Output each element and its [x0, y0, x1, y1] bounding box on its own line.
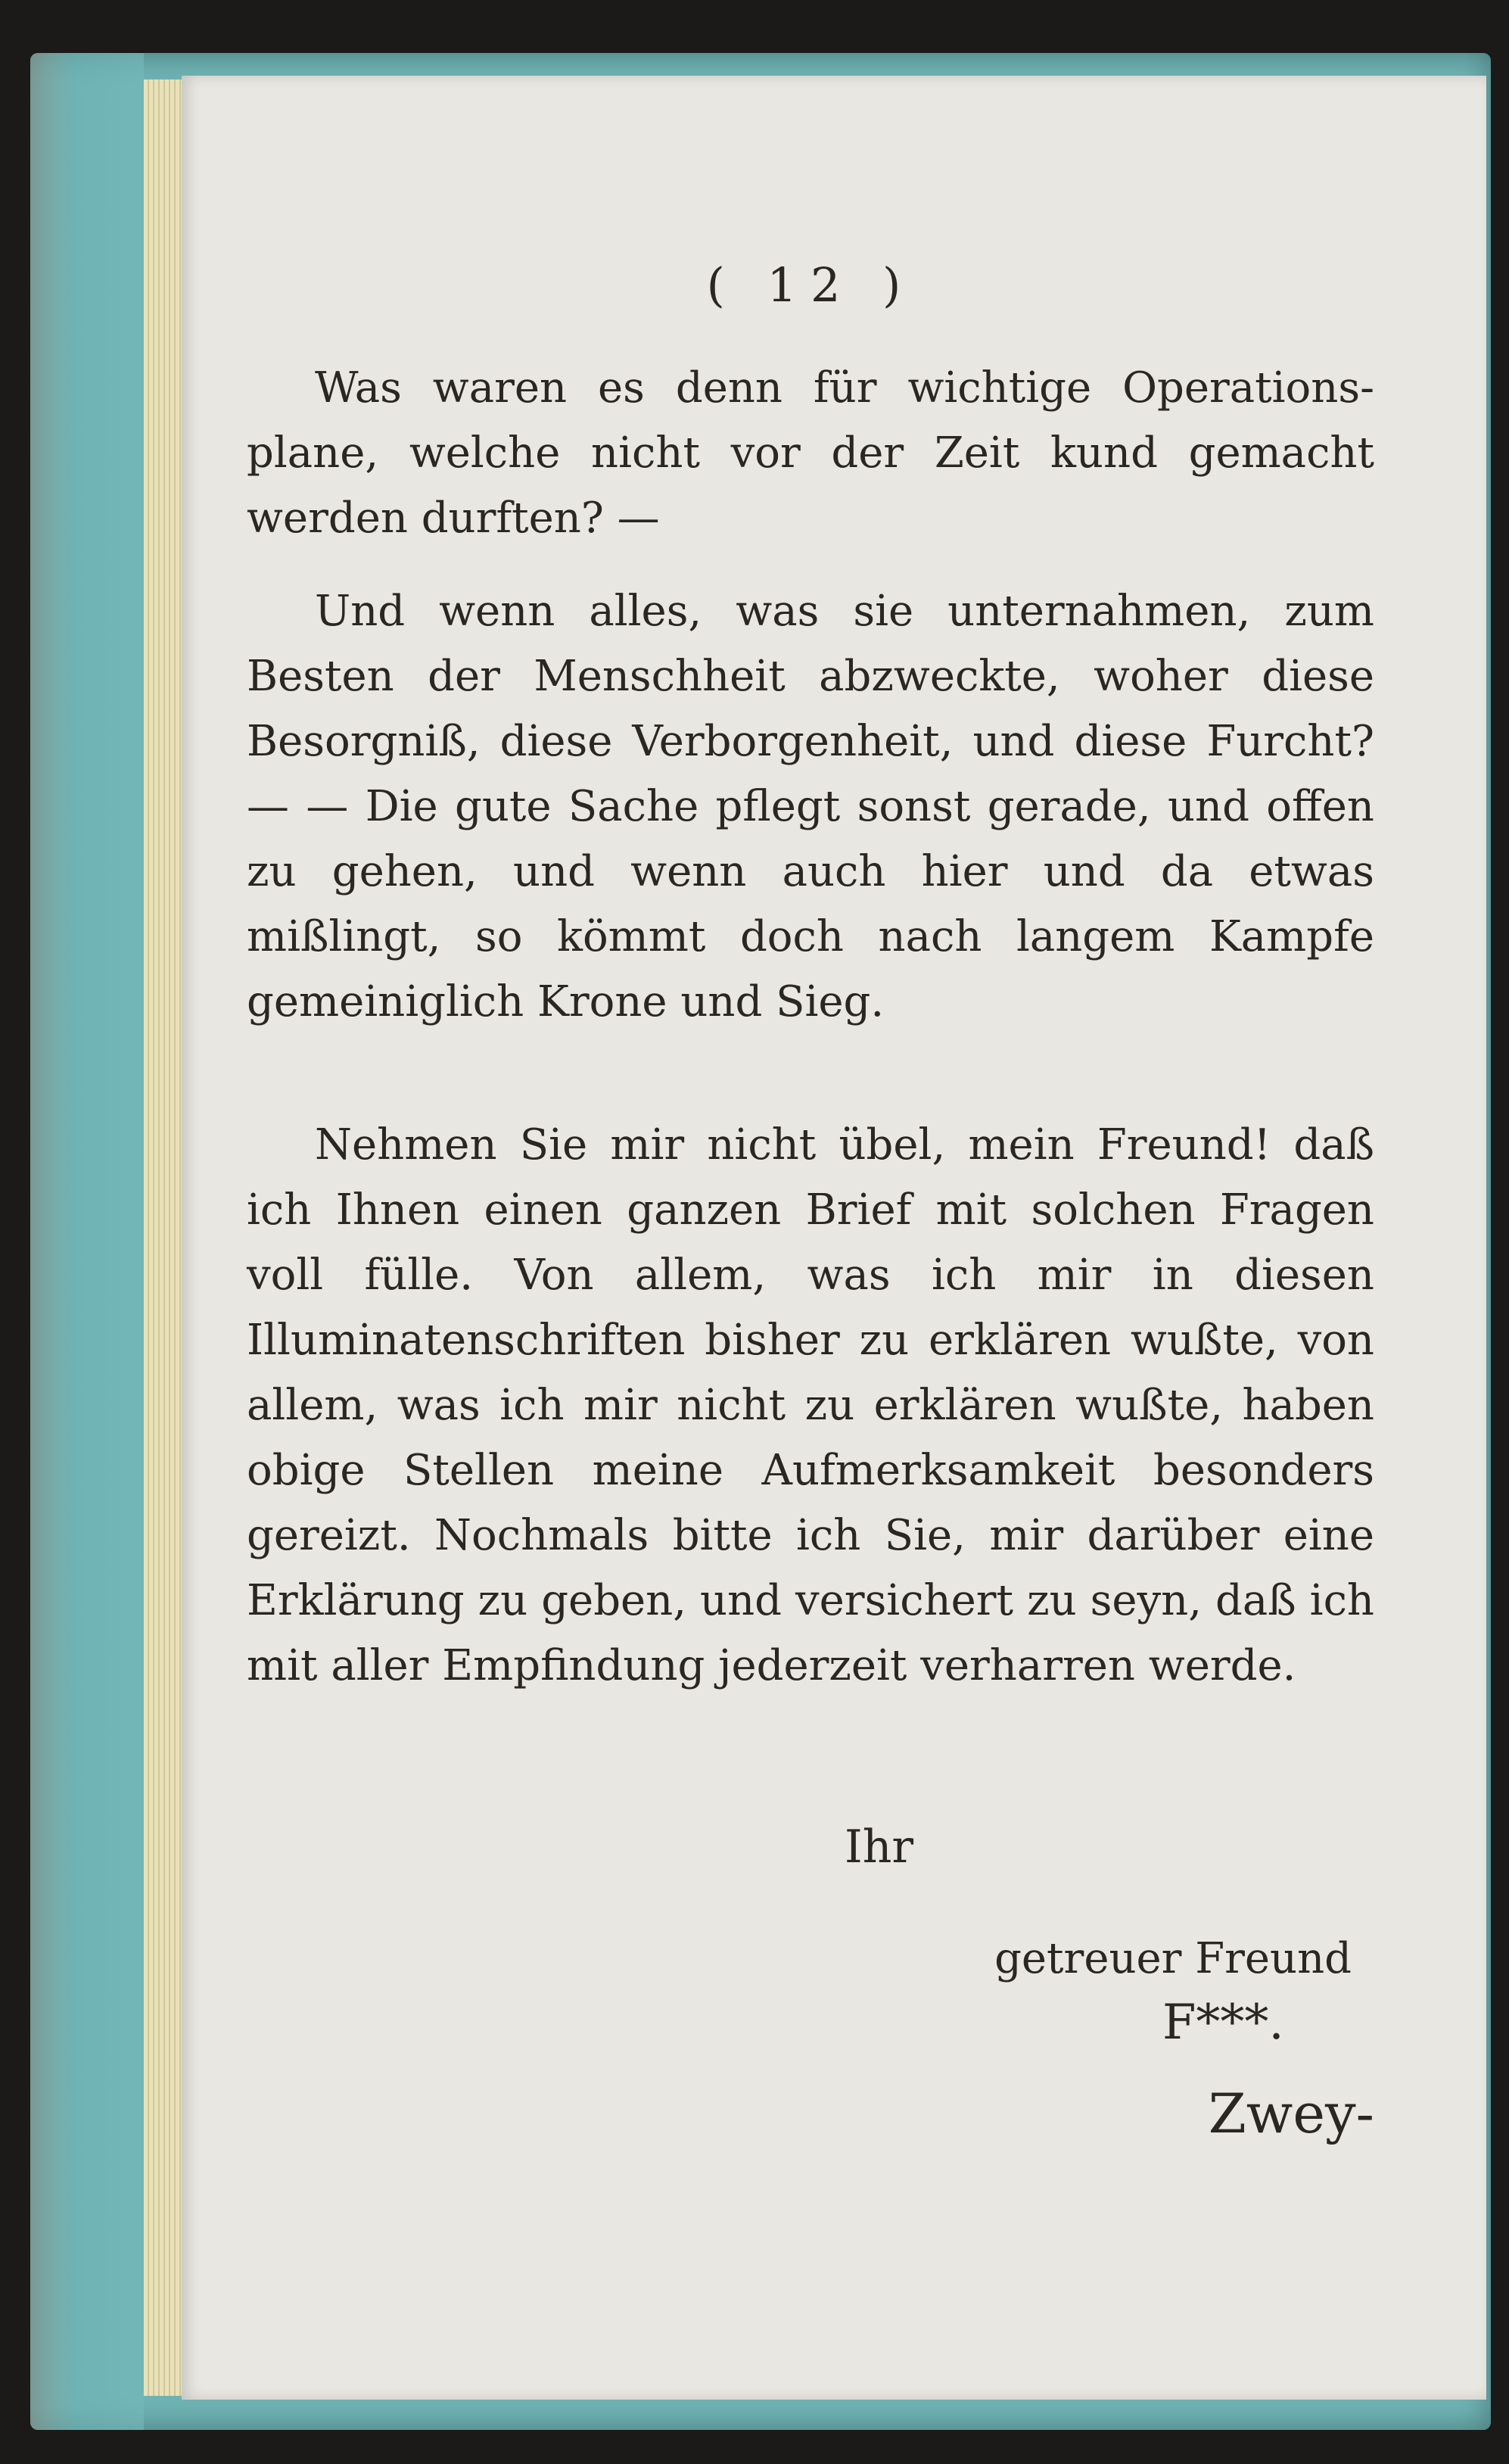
page-edges [144, 79, 182, 2396]
paragraph-3: Nehmen Sie mir nicht übel, mein Freund! daß ich Ihnen einen ganzen Brief mit solchen Fragen voll fülle. Von allem, was ich mir in diesen Illuminatenschriften bisher zu erklären wußte, von allem, was ich mir nicht zu erklären wußte, haben obige Stellen meine Aufmerksamkeit besonders gereizt. Nochmals bitte ich Sie, mir darüber eine Erklärung zu geben, und versichert zu seyn, daß ich mit aller Empfindung jederzeit verharren werde. [247, 1120, 1374, 1690]
signature: F***. [1162, 1995, 1284, 2051]
paragraph-2: Und wenn alles, was sie unternahmen, zum Besten der Menschheit abzweckte, woher diese Besorgniß, diese Verborgenheit, und diese Furcht? — — Die gute Sache pflegt sonst gerade, und offen zu gehen, und wenn auch hier und da etwas mißlingt, so kömmt doch nach langem Kampfe gemeiniglich Krone und Sieg. [247, 587, 1374, 1026]
cover-wear [30, 53, 144, 2430]
signature-line: getreuer Freund [994, 1934, 1352, 1983]
paragraph-1: Was waren es denn für wichtige Operations-plane, welche nicht vor der Zeit kund gemacht werden durften? — [247, 363, 1374, 543]
salutation: Ihr [845, 1821, 914, 1874]
catchword: Zwey- [1208, 2082, 1374, 2145]
page-number: ( 12 ) [706, 257, 915, 313]
